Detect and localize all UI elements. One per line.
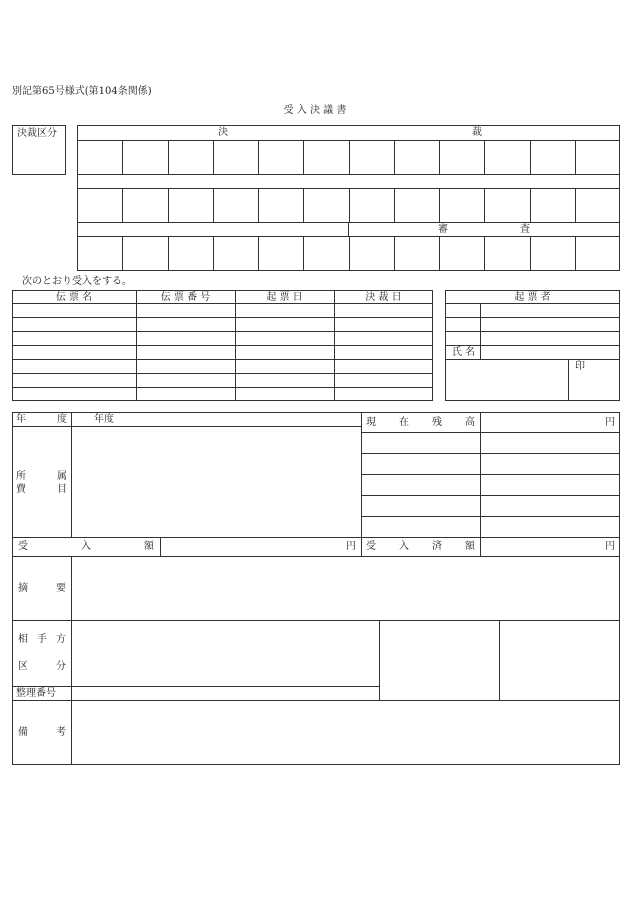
stamp-cell[interactable]: [349, 140, 394, 174]
kessai-char-2: 裁: [472, 127, 482, 138]
stamp-cell[interactable]: [168, 188, 213, 222]
voucher-header-issue-date: 起 票 日: [266, 292, 303, 303]
nendo-value: 年度: [94, 414, 114, 425]
table-row[interactable]: [12, 331, 433, 345]
stamp-cell[interactable]: [575, 140, 620, 174]
ukeire-gaku-yen: 円: [346, 541, 356, 552]
tekiyo-label: 摘 要: [18, 583, 66, 594]
stamp-cell[interactable]: [122, 188, 167, 222]
table-row[interactable]: [12, 317, 433, 331]
stamp-cell[interactable]: [575, 236, 620, 271]
stamp-cell[interactable]: [168, 236, 213, 271]
stamp-cell[interactable]: [484, 236, 529, 271]
table-row[interactable]: [12, 303, 433, 317]
seal-label: 印: [575, 361, 585, 372]
stamp-cell[interactable]: [258, 188, 303, 222]
stamp-cell[interactable]: [394, 140, 439, 174]
stamp-cell[interactable]: [77, 140, 122, 174]
zaidaka-label: 現 在 残 高: [366, 417, 475, 428]
stamp-cell[interactable]: [530, 188, 575, 222]
seiri-label: 整理番号: [16, 688, 56, 699]
stamp-cell[interactable]: [258, 236, 303, 271]
shinsa-char-1: 審: [438, 224, 448, 235]
issuer-header: 起 票 者: [514, 292, 551, 303]
stamp-cell[interactable]: [122, 140, 167, 174]
aite-label: 相 手 方: [18, 634, 66, 645]
stamp-cell[interactable]: [213, 236, 258, 271]
page-title: 受 入 決 議 書: [283, 105, 347, 116]
himoku-label: 費 目: [16, 484, 67, 495]
stamp-cell[interactable]: [575, 188, 620, 222]
stamp-cell[interactable]: [213, 188, 258, 222]
approval-category-label: 決裁区分: [17, 128, 57, 139]
intro-text: 次のとおり受入をする。: [22, 276, 132, 287]
stamp-cell[interactable]: [303, 188, 348, 222]
stamp-cell[interactable]: [484, 188, 529, 222]
table-row[interactable]: [12, 359, 433, 373]
zaidaka-yen: 円: [605, 417, 615, 428]
kessai-char-1: 決: [218, 127, 228, 138]
stamp-cell[interactable]: [439, 236, 484, 271]
main-table: [12, 412, 620, 765]
biko-label: 備 考: [18, 727, 66, 738]
voucher-header-number: 伝 票 番 号: [160, 292, 211, 303]
voucher-header-name: 伝 票 名: [55, 292, 93, 303]
shozoku-label: 所 属: [16, 471, 67, 482]
stamp-cell[interactable]: [484, 140, 529, 174]
table-row[interactable]: [12, 373, 433, 387]
nendo-label: 年 度: [16, 414, 67, 425]
voucher-header-approval-date: 決 裁 日: [365, 292, 402, 303]
table-row[interactable]: [12, 345, 433, 359]
stamp-cell[interactable]: [530, 236, 575, 271]
stamp-cell[interactable]: [258, 140, 303, 174]
ukeire-zumi-yen: 円: [605, 541, 615, 552]
kubun-label: 区 分: [18, 661, 66, 672]
stamp-cell[interactable]: [213, 140, 258, 174]
issuer-name-label: 氏 名: [452, 347, 476, 358]
ukeire-zumi-label: 受 入 済 額: [366, 541, 475, 552]
form-id: 別記第65号様式(第104条関係): [12, 86, 152, 97]
stamp-cell[interactable]: [77, 236, 122, 271]
stamp-cell[interactable]: [122, 236, 167, 271]
stamp-cell[interactable]: [439, 140, 484, 174]
stamp-cell[interactable]: [349, 236, 394, 271]
stamp-cell[interactable]: [303, 140, 348, 174]
shinsa-char-2: 査: [520, 224, 530, 235]
stamp-cell[interactable]: [394, 188, 439, 222]
stamp-cell[interactable]: [394, 236, 439, 271]
stamp-cell[interactable]: [77, 188, 122, 222]
stamp-cell[interactable]: [168, 140, 213, 174]
stamp-cell[interactable]: [349, 188, 394, 222]
table-row[interactable]: [12, 387, 433, 401]
stamp-cell[interactable]: [530, 140, 575, 174]
ukeire-gaku-label: 受 入 額: [18, 541, 154, 552]
stamp-cell[interactable]: [439, 188, 484, 222]
stamp-cell[interactable]: [303, 236, 348, 271]
